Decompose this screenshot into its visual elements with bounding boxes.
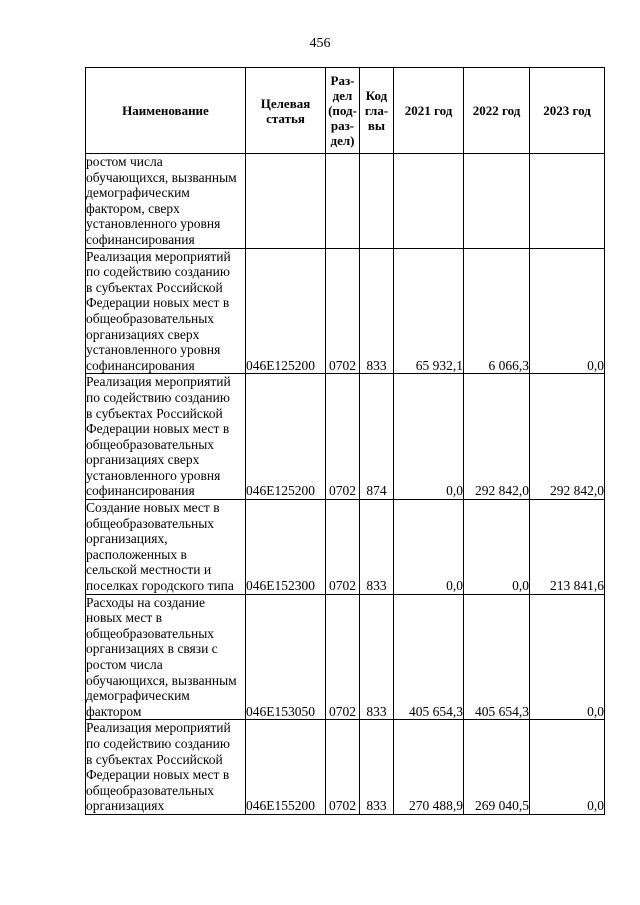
cell-target: 046E155200 bbox=[246, 720, 326, 815]
table-row bbox=[86, 248, 605, 374]
cell-section: 0702 bbox=[326, 374, 360, 500]
header-section-line: Раз- bbox=[330, 73, 355, 88]
column-header-section bbox=[326, 68, 360, 154]
cell-target bbox=[246, 154, 326, 249]
cell-chapter: 833 bbox=[360, 248, 394, 374]
cell-2023 bbox=[530, 154, 605, 249]
header-section-line: дел) bbox=[330, 133, 355, 148]
table-row bbox=[86, 500, 605, 595]
cell-name bbox=[86, 154, 246, 249]
cell-name bbox=[86, 248, 246, 374]
cell-2021: 0,0 bbox=[394, 500, 464, 595]
cell-target: 046E152300 bbox=[246, 500, 326, 595]
cell-2023: 0,0 bbox=[530, 720, 605, 815]
header-section-line: (под- bbox=[328, 103, 357, 118]
name-line: общеобразовательных bbox=[86, 436, 215, 452]
cell-2021: 0,0 bbox=[394, 374, 464, 500]
header-chapter-line: гла- bbox=[364, 103, 389, 118]
name-line: фактором, сверх bbox=[86, 200, 180, 216]
name-line: общеобразовательных bbox=[86, 310, 215, 326]
column-header-name: Наименование bbox=[86, 68, 246, 154]
name-line: организациях в связи с bbox=[86, 641, 218, 657]
name-line: сельской местности и bbox=[86, 562, 212, 578]
name-line: новых мест в bbox=[86, 610, 163, 626]
cell-target: 046E125200 bbox=[246, 374, 326, 500]
cell-chapter: 833 bbox=[360, 720, 394, 815]
name-line: Расходы на создание bbox=[86, 594, 205, 610]
cell-2023: 0,0 bbox=[530, 248, 605, 374]
cell-target: 046E153050 bbox=[246, 594, 326, 720]
cell-2022: 269 040,5 bbox=[464, 720, 530, 815]
cell-name bbox=[86, 500, 246, 595]
column-header-target bbox=[246, 68, 326, 154]
cell-2021: 65 932,1 bbox=[394, 248, 464, 374]
header-chapter-line: вы bbox=[367, 118, 386, 133]
cell-2022: 6 066,3 bbox=[464, 248, 530, 374]
cell-name bbox=[86, 594, 246, 720]
name-line: Реализация мероприятий bbox=[86, 720, 231, 736]
name-line: установленного уровня bbox=[86, 342, 221, 358]
name-line: установленного уровня bbox=[86, 216, 221, 232]
column-header-2022: 2022 год bbox=[464, 68, 530, 154]
page-number: 456 bbox=[309, 36, 331, 51]
cell-section: 0702 bbox=[326, 594, 360, 720]
cell-chapter: 874 bbox=[360, 374, 394, 500]
header-target-line: Целевая bbox=[260, 95, 311, 111]
name-line: Федерации новых мест в bbox=[86, 295, 230, 311]
name-line: обучающихся, вызванным bbox=[86, 672, 237, 688]
table-row bbox=[86, 720, 605, 815]
cell-2022: 405 654,3 bbox=[464, 594, 530, 720]
cell-2022 bbox=[464, 154, 530, 249]
name-line: демографическим bbox=[86, 688, 190, 704]
table-row bbox=[86, 154, 605, 249]
name-line: в субъектах Российской bbox=[86, 751, 223, 767]
name-line: фактором bbox=[86, 703, 142, 719]
name-line: поселках городского типа bbox=[86, 578, 234, 594]
name-line: общеобразовательных bbox=[86, 515, 215, 531]
name-line: Реализация мероприятий bbox=[86, 248, 231, 264]
cell-chapter: 833 bbox=[360, 500, 394, 595]
cell-section: 0702 bbox=[326, 720, 360, 815]
name-line: расположенных в bbox=[86, 546, 187, 562]
cell-2022: 0,0 bbox=[464, 500, 530, 595]
name-line: установленного уровня bbox=[86, 467, 221, 483]
column-header-2021: 2021 год bbox=[394, 68, 464, 154]
column-header-chapter bbox=[360, 68, 394, 154]
cell-name bbox=[86, 720, 246, 815]
cell-2021 bbox=[394, 154, 464, 249]
header-section-line: раз- bbox=[330, 118, 355, 133]
name-line: Реализация мероприятий bbox=[86, 374, 231, 390]
table-row bbox=[86, 374, 605, 500]
header-target-line: статья bbox=[266, 110, 305, 126]
cell-chapter: 833 bbox=[360, 594, 394, 720]
name-line: в субъектах Российской bbox=[86, 279, 223, 295]
name-line: Федерации новых мест в bbox=[86, 421, 230, 437]
cell-section: 0702 bbox=[326, 500, 360, 595]
name-line: по содействию созданию bbox=[86, 264, 230, 280]
table-row bbox=[86, 594, 605, 720]
cell-2023: 292 842,0 bbox=[530, 374, 605, 500]
name-line: по содействию созданию bbox=[86, 735, 230, 751]
table-header-row bbox=[86, 68, 605, 154]
cell-chapter bbox=[360, 154, 394, 249]
table-body bbox=[86, 154, 605, 815]
column-header-2023: 2023 год bbox=[530, 68, 605, 154]
name-line: по содействию созданию bbox=[86, 389, 230, 405]
name-line: ростом числа bbox=[86, 154, 163, 169]
budget-table bbox=[85, 67, 605, 815]
name-line: общеобразовательных bbox=[86, 625, 215, 641]
name-line: ростом числа bbox=[86, 657, 163, 672]
name-line: софинансирования bbox=[86, 483, 195, 499]
name-line: организациях сверх bbox=[86, 326, 200, 342]
header-section-line: дел bbox=[332, 88, 353, 103]
name-line: в субъектах Российской bbox=[86, 405, 223, 421]
name-line: организациях сверх bbox=[86, 452, 200, 468]
cell-2021: 405 654,3 bbox=[394, 594, 464, 720]
cell-2022: 292 842,0 bbox=[464, 374, 530, 500]
cell-name bbox=[86, 374, 246, 500]
name-line: организациях, bbox=[86, 531, 168, 547]
header-chapter-line: Код bbox=[365, 88, 388, 103]
cell-2021: 270 488,9 bbox=[394, 720, 464, 815]
name-line: демографическим bbox=[86, 185, 190, 201]
name-line: организациях bbox=[86, 798, 165, 814]
name-line: обучающихся, вызванным bbox=[86, 169, 237, 185]
name-line: Создание новых мест в bbox=[86, 500, 220, 516]
name-line: Федерации новых мест в bbox=[86, 767, 230, 783]
name-line: софинансирования bbox=[86, 231, 195, 247]
name-line: софинансирования bbox=[86, 357, 195, 373]
cell-section: 0702 bbox=[326, 248, 360, 374]
cell-2023: 213 841,6 bbox=[530, 500, 605, 595]
name-line: общеобразовательных bbox=[86, 782, 215, 798]
cell-section bbox=[326, 154, 360, 249]
cell-target: 046E125200 bbox=[246, 248, 326, 374]
cell-2023: 0,0 bbox=[530, 594, 605, 720]
